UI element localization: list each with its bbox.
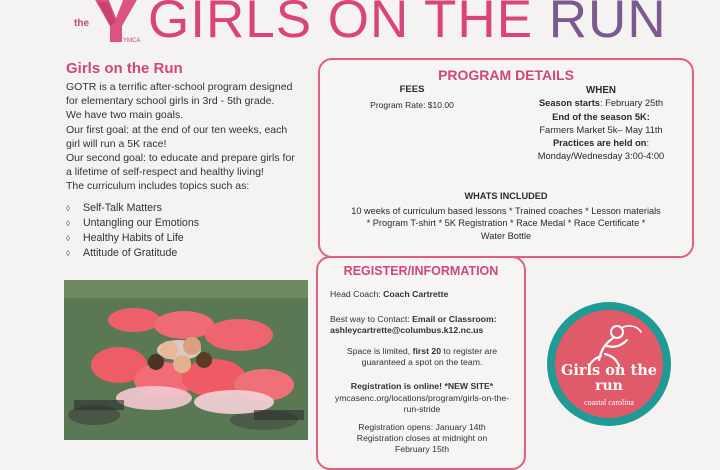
- intro-line: GOTR is a terrific after-school program designed: [66, 81, 293, 93]
- diamond-bullet-icon: ◊: [66, 203, 70, 213]
- season-end-value: Farmers Market 5k– May 11th: [539, 124, 663, 135]
- intro-line: a lifetime of self-respect and healthy living!: [66, 166, 264, 179]
- included-line: Water Bottle: [480, 231, 532, 242]
- register-title: REGISTER/INFORMATION: [343, 264, 499, 278]
- contact-method: Best way to Contact: Email or Classroom:: [330, 314, 497, 324]
- ymca-logo-icon: [90, 0, 142, 44]
- intro-line: Our second goal: to educate and prepare girls for: [66, 152, 295, 165]
- registration-online: Registration is online! *NEW SITE*: [350, 381, 494, 391]
- section-heading: Girls on the Run: [66, 60, 183, 77]
- team-photo-image: [64, 280, 308, 440]
- logo-inner-circle: [555, 310, 663, 418]
- whats-included-section: [330, 190, 682, 243]
- season-start: Season starts: February 25th: [538, 98, 664, 109]
- when-section: [510, 84, 692, 164]
- register-info-box: [316, 256, 526, 470]
- registration-opens: Registration opens: January 14th: [358, 422, 486, 432]
- head-coach: Head Coach: Coach Cartrette: [330, 289, 449, 299]
- program-details-title: PROGRAM DETAILS: [438, 67, 574, 83]
- fees-section: [362, 84, 462, 110]
- fees-value: Program Rate: $10.00: [370, 100, 454, 110]
- included-line: 10 weeks of curriculum based lessons * Trained coaches * Lesson materials: [351, 205, 661, 216]
- topics-list: [66, 201, 316, 261]
- fees-heading: FEES: [399, 84, 425, 95]
- title-part-run: RUN: [548, 0, 667, 49]
- included-line: * Program T-shirt * 5K Registration * Race Medal * Race Certificate *: [366, 218, 646, 229]
- space-guaranteed: guaranteed a spot on the team.: [361, 357, 483, 367]
- registration-url-line2[interactable]: run-stride: [403, 404, 441, 414]
- intro-line: for elementary school girls in 3rd - 5th grade.: [66, 95, 275, 108]
- registration-closes: Registration closes at midnight on: [356, 433, 488, 443]
- diamond-bullet-icon: ◊: [66, 218, 70, 228]
- ymca-tagline: YMCA: [123, 38, 141, 44]
- intro-line: The curriculum includes topics such as:: [66, 180, 250, 193]
- list-item: ◊ Untangling our Emotions: [66, 216, 200, 229]
- list-item: ◊ Healthy Habits of Life: [66, 231, 184, 244]
- practices-label: Practices are held on:: [552, 138, 650, 149]
- title-part-girls: GIRLS ON THE: [148, 0, 549, 49]
- diamond-bullet-icon: ◊: [66, 233, 70, 243]
- diamond-bullet-icon: ◊: [66, 248, 70, 258]
- program-details-box: [318, 58, 694, 258]
- intro-line: Our first goal: at the end of our ten weeks, each: [66, 123, 288, 136]
- flyer-header: [0, 0, 720, 48]
- intro-line: girl will run a 5K race!: [66, 137, 167, 150]
- ymca-the-text: the: [74, 18, 89, 29]
- registration-closes-date: February 15th: [394, 444, 450, 454]
- team-photo: [64, 280, 308, 440]
- list-item: ◊ Attitude of Gratitude: [66, 246, 178, 259]
- gotr-coastal-carolina-logo: [547, 302, 671, 426]
- intro-line: We have two main goals.: [66, 109, 184, 122]
- whats-included-heading: WHATS INCLUDED: [464, 191, 548, 201]
- program-description: [66, 60, 316, 261]
- practices-value: Monday/Wednesday 3:00-4:00: [537, 151, 665, 162]
- page-title: [148, 0, 667, 50]
- list-item: ◊ Self-Talk Matters: [66, 201, 162, 214]
- logo-text-region: coastal carolina: [584, 398, 634, 407]
- intro-text: [66, 80, 316, 194]
- when-heading: WHEN: [586, 85, 616, 96]
- registration-url-line1[interactable]: ymcasenc.org/locations/program/girls-on-the-: [334, 393, 510, 403]
- space-limited: Space is limited, first 20 to register are: [346, 346, 498, 356]
- season-end-label: End of the season 5K:: [552, 111, 650, 122]
- contact-email[interactable]: ashleycartrette@columbus.k12.nc.us: [330, 325, 484, 335]
- logo-text-girls: Girls on the: [561, 362, 657, 379]
- logo-text-run: run: [595, 378, 623, 394]
